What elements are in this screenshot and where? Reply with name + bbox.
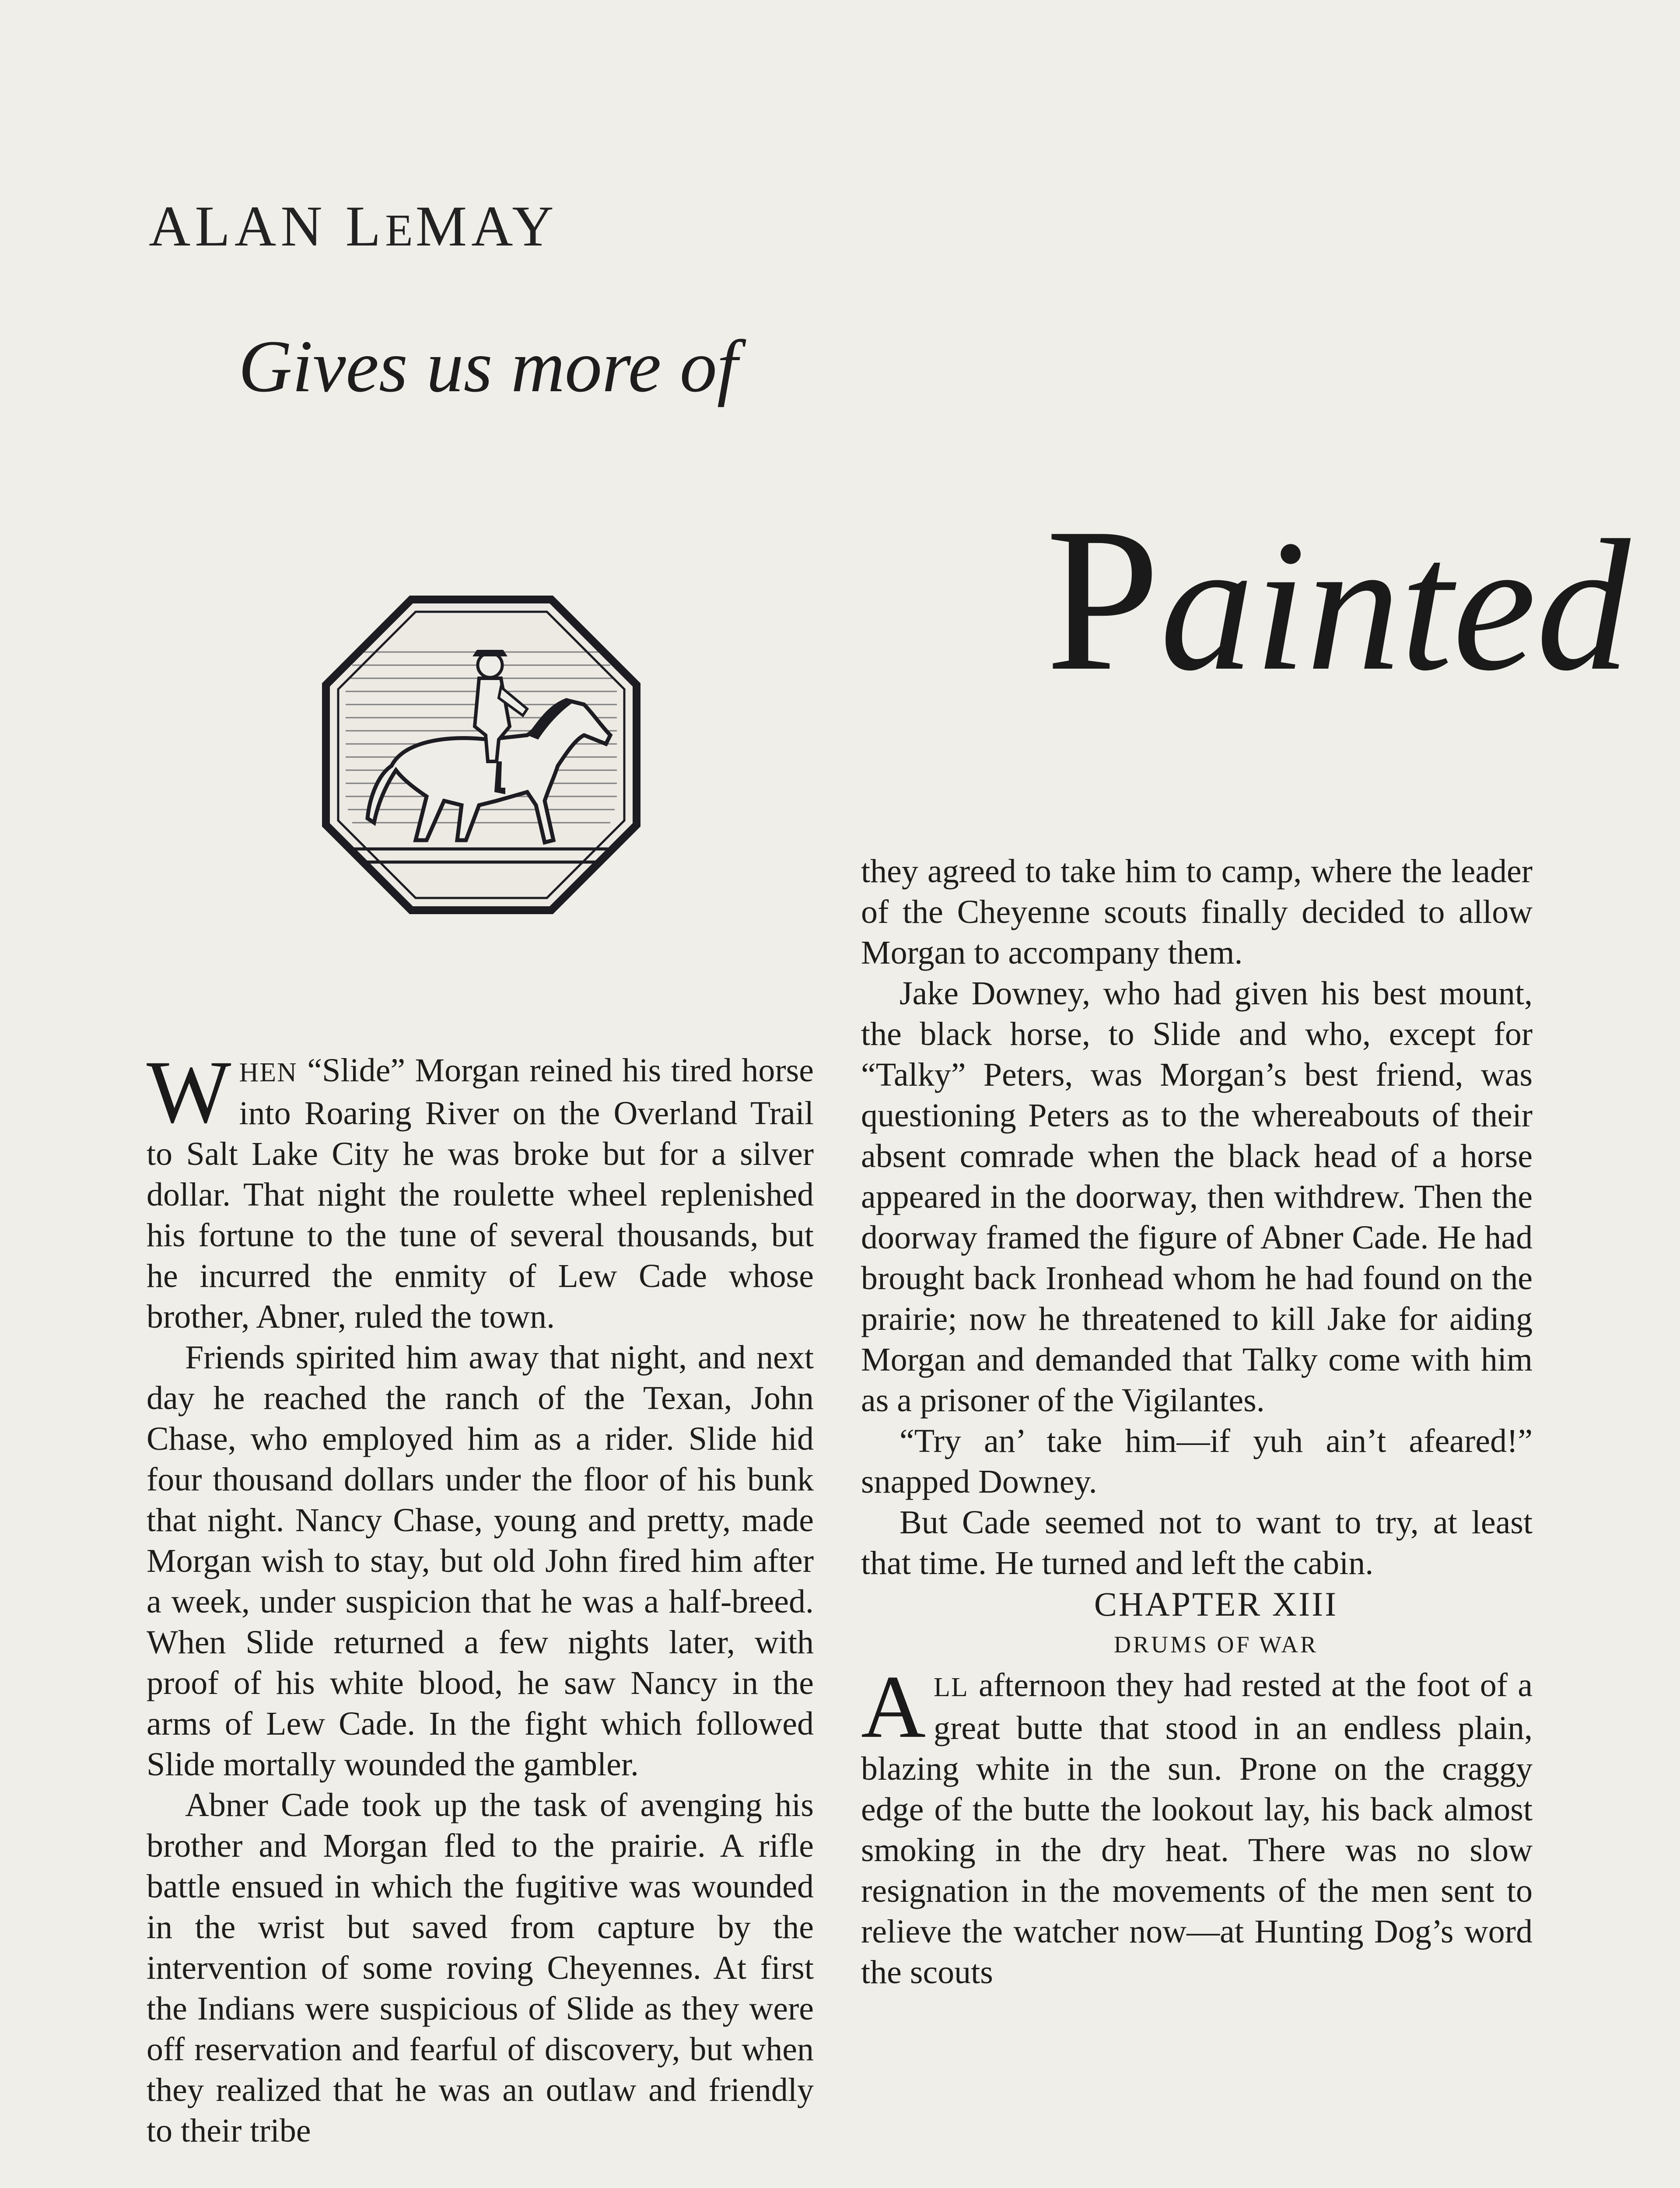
chapter-subheading: DRUMS OF WAR xyxy=(1113,1631,1319,1658)
author-first: ALAN L xyxy=(149,194,385,258)
small-caps-lead: LL xyxy=(934,1673,969,1702)
story-subtitle: Gives us more of xyxy=(238,325,738,407)
paragraph: “Try an’ take him—if yuh ain’t afeared!” snapped Downey. xyxy=(861,1423,1533,1500)
drop-cap: W xyxy=(147,1042,231,1142)
paragraph-text: “Slide” Morgan reined his tired horse into Roaring River on the Overland Trail to Salt Lake City he was broke but for a silver dollar. That night the roulette wheel replenished his fortune to the tune of several thousands, but he incurred the enmity of Lew Cade whose brother, Abner, ruled the town. xyxy=(147,1052,814,1335)
right-text-column xyxy=(861,851,1533,1993)
author-name xyxy=(149,193,558,259)
left-text-column xyxy=(147,1042,814,2151)
paragraph: Abner Cade took up the task of avenging his brother and Morgan fled to the prairie. A rifle battle ensued in which the fugitive was wounded in the wrist but saved from capture by the intervention of some roving Cheyennes. At first the Indians were suspicious of Slide as they were off reservation and fearful of discovery, but when they realized that he was an outlaw and friendly to their tribe xyxy=(147,1787,814,2149)
title-rest: ainted xyxy=(1160,501,1631,710)
paragraph: they agreed to take him to camp, where the leader of the Cheyenne scouts finally decided to allow Morgan to accompany them. xyxy=(861,853,1533,971)
paragraph-text: afternoon they had rested at the foot of a great butte that stood in an endless plain, blazing white in the sun. Prone on the craggy edge of the butte the lookout lay, his back almost smoking in the dry heat. There was no slow resignation in the movements of the men sent to relieve the watcher now—at Hunting Dog’s word the scouts xyxy=(861,1667,1533,1991)
author-mid: E xyxy=(385,205,416,256)
title-initial: P xyxy=(1046,485,1160,713)
author-last: MAY xyxy=(415,194,558,258)
horse-and-rider-icon xyxy=(322,595,641,915)
paragraph xyxy=(861,1657,1533,1993)
story-title xyxy=(1046,485,1631,713)
paragraph: Jake Downey, who had given his best mount, the black horse, to Slide and who, except for “Talky” Peters, was Morgan’s best friend, was questioning Peters as to the whereabouts of their absent comrade when the black head of a horse appeared in the doorway, then withdrew. Then the doorway framed the figure of Abner Cade. He had brought back Ironhead whom he had found on the prairie; now he threatened to kill Jake for aiding Morgan and demanded that Talky come with him as a prisoner of the Vigilantes. xyxy=(861,975,1533,1419)
drop-cap: A xyxy=(861,1657,926,1757)
small-caps-lead: HEN xyxy=(239,1058,298,1087)
paragraph xyxy=(147,1042,814,1337)
paragraph: But Cade seemed not to want to try, at least that time. He turned and left the cabin. xyxy=(861,1504,1533,1581)
chapter-heading: CHAPTER XIII xyxy=(1094,1585,1338,1623)
paragraph: Friends spirited him away that night, and next day he reached the ranch of the Texan, John Chase, who employed him as a rider. Slide hid four thousand dollars under the floor of his bunk that night. Nancy Chase, young and pretty, made Morgan wish to stay, but old John fired him after a week, under suspicion that he was a half-breed. When Slide returned a few nights later, with proof of his white blood, he saw Nancy in the arms of Lew Cade. In the fight which followed Slide mortally wounded the gambler. xyxy=(147,1339,814,1783)
